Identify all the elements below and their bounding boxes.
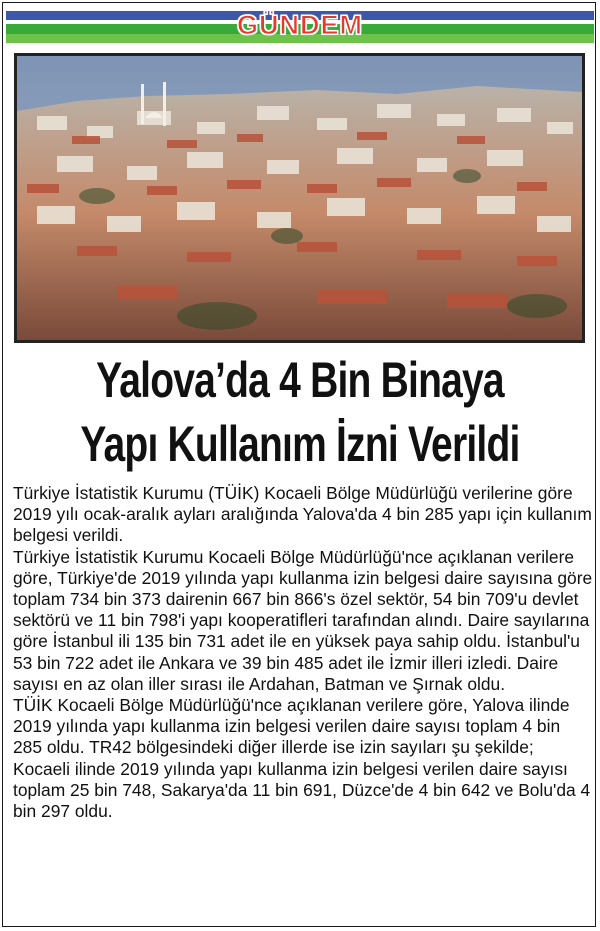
section-header	[6, 7, 594, 43]
paragraph: Türkiye İstatistik Kurumu Kocaeli Bölge Müdürlüğü'nce açıklanan verilere göre, Türkiye'de 2019 yılında yapı kullanma izin belgesi daire sayısına göre toplam 734 bin 373 dairenin 667 bin 866's özel sektör, 54 bin 709'u devlet sektörü ve 11 bin 798'i yapı kooperatifleri tarafından alındı. Daire sayılarına göre İstanbul ili 135 bin 731 adet ile en yüksek paya sahip oldu. İstanbul'u 53 bin 722 adet ile Ankara ve 39 bin 485 adet ile İzmir illeri izledi. Daire sayısı en az olan iller sırası ile Ardahan, Batman ve Şırnak oldu.	[13, 546, 593, 694]
headline-line-1: Yalova’da 4 Bin Binaya	[96, 352, 504, 408]
paragraph: Türkiye İstatistik Kurumu (TÜİK) Kocaeli Bölge Müdürlüğü verilerine göre 2019 yılı ocak-aralık ayları aralığında Yalova'da 4 bin 285 yapı için kullanım belgesi verildi.	[13, 483, 592, 546]
headline-line-2: Yapı Kullanım İzni Verildi	[80, 416, 520, 472]
section-title: GÜNDEM	[237, 10, 363, 40]
article-body	[13, 483, 593, 822]
city-photo	[14, 53, 585, 343]
paragraph: TÜİK Kocaeli Bölge Müdürlüğü'nce açıklanan verilere göre, Yalova ilinde 2019 yılında yapı kullanma izin belgesi verilen daire sayısı toplam 4 bin 285 oldu. TR42 bölgesindeki diğer illerde ise izin sayıları şu şekilde; Kocaeli ilinde 2019 yılında yapı kullanma izin belgesi verilen daire sayısı toplam 25 bin 748, Sakarya'da 11 bin 691, Düzce'de 4 bin 642 ve Bolu'da 4 bin 297 oldu.	[13, 695, 591, 822]
